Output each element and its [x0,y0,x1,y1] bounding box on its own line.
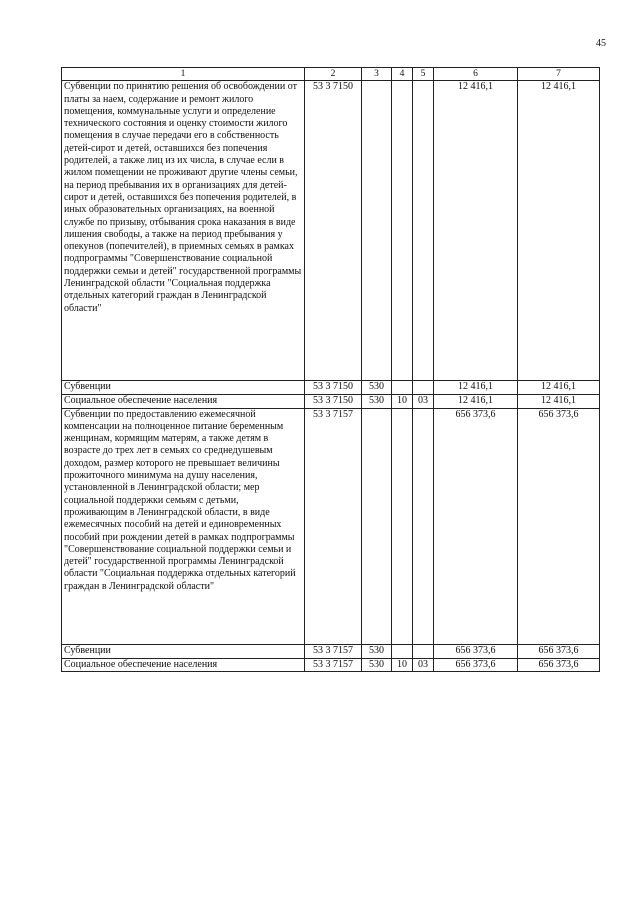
target-code-cell: 53 3 7157 [305,408,362,644]
subsection-cell [413,408,434,644]
row-description: Субвенции по предоставлению ежемесячной компенсации на полноценное питание беременным женщинам, кормящим матерям, а также детям в возрасте до трех лет в семьях со среднедушевым доходом, размер которого не превышает величины прожиточного минимума на душу населения, установленной в Ленинградской области; мер социальной поддержки семьям с детьми, проживающим в Ленинградской области, в виде ежемесячных пособий на детей и единовременных пособий при рождении детей в рамках подпрограммы "Совершенствование социальной поддержки семьи и детей" государственной программы Ленинградской области "Социальная поддержка отдельных категорий граждан в Ленинградской области" [62,408,305,644]
table-row [62,81,600,381]
expense-type-cell [362,408,392,644]
column-header: 7 [518,68,600,81]
row-description: Субвенции [62,644,305,658]
table-row [62,408,600,644]
column-header: 4 [392,68,413,81]
amount-cell: 656 373,6 [518,658,600,671]
row-description: Субвенции по принятию решения об освобождении от платы за наем, содержание и ремонт жилого помещения, коммунальные услуги и определение технического состояния и оценку стоимости жилого помещения в случае передачи его в собственность детей-сирот и детей, оставшихся без попечения родителей, а также лиц из их числа, в случае если в жилом помещении не проживают другие члены семьи, на период пребывания их в организациях для детей-сирот и детей, оставшихся без попечения родителей, в иных образовательных организациях, на военной службе по призыву, отбывания срока наказания в виде лишения свободы, а также на период пребывания у опекунов (попечителей), в приемных семьях в рамках подпрограммы "Совершенствование социальной поддержки семьи и детей" государственной программы Ленинградской области "Социальная поддержка отдельных категорий граждан в Ленинградской области" [62,81,305,381]
subsection-cell: 03 [413,395,434,408]
table-row [62,658,600,671]
amount-cell: 12 416,1 [434,381,518,395]
target-code-cell: 53 3 7157 [305,644,362,658]
column-header: 6 [434,68,518,81]
amount-cell: 656 373,6 [518,644,600,658]
budget-table [61,67,600,672]
section-cell [392,408,413,644]
subsection-cell [413,81,434,381]
page-number: 45 [596,38,606,49]
table-header-row [62,68,600,81]
amount-cell: 12 416,1 [518,395,600,408]
table-row [62,395,600,408]
amount-cell: 656 373,6 [434,644,518,658]
target-code-cell: 53 3 7150 [305,81,362,381]
expense-type-cell: 530 [362,658,392,671]
section-cell [392,381,413,395]
amount-cell: 12 416,1 [434,395,518,408]
row-description: Социальное обеспечение населения [62,658,305,671]
column-header: 1 [62,68,305,81]
target-code-cell: 53 3 7150 [305,395,362,408]
section-cell: 10 [392,658,413,671]
amount-cell: 656 373,6 [518,408,600,644]
section-cell: 10 [392,395,413,408]
target-code-cell: 53 3 7150 [305,381,362,395]
table-row [62,644,600,658]
column-header: 5 [413,68,434,81]
amount-cell: 12 416,1 [518,381,600,395]
expense-type-cell: 530 [362,381,392,395]
column-header: 2 [305,68,362,81]
amount-cell: 656 373,6 [434,408,518,644]
subsection-cell: 03 [413,658,434,671]
row-description: Субвенции [62,381,305,395]
amount-cell: 12 416,1 [518,81,600,381]
expense-type-cell: 530 [362,644,392,658]
table-row [62,381,600,395]
column-header: 3 [362,68,392,81]
section-cell [392,644,413,658]
amount-cell: 656 373,6 [434,658,518,671]
row-description: Социальное обеспечение населения [62,395,305,408]
target-code-cell: 53 3 7157 [305,658,362,671]
subsection-cell [413,644,434,658]
section-cell [392,81,413,381]
expense-type-cell: 530 [362,395,392,408]
subsection-cell [413,381,434,395]
expense-type-cell [362,81,392,381]
amount-cell: 12 416,1 [434,81,518,381]
